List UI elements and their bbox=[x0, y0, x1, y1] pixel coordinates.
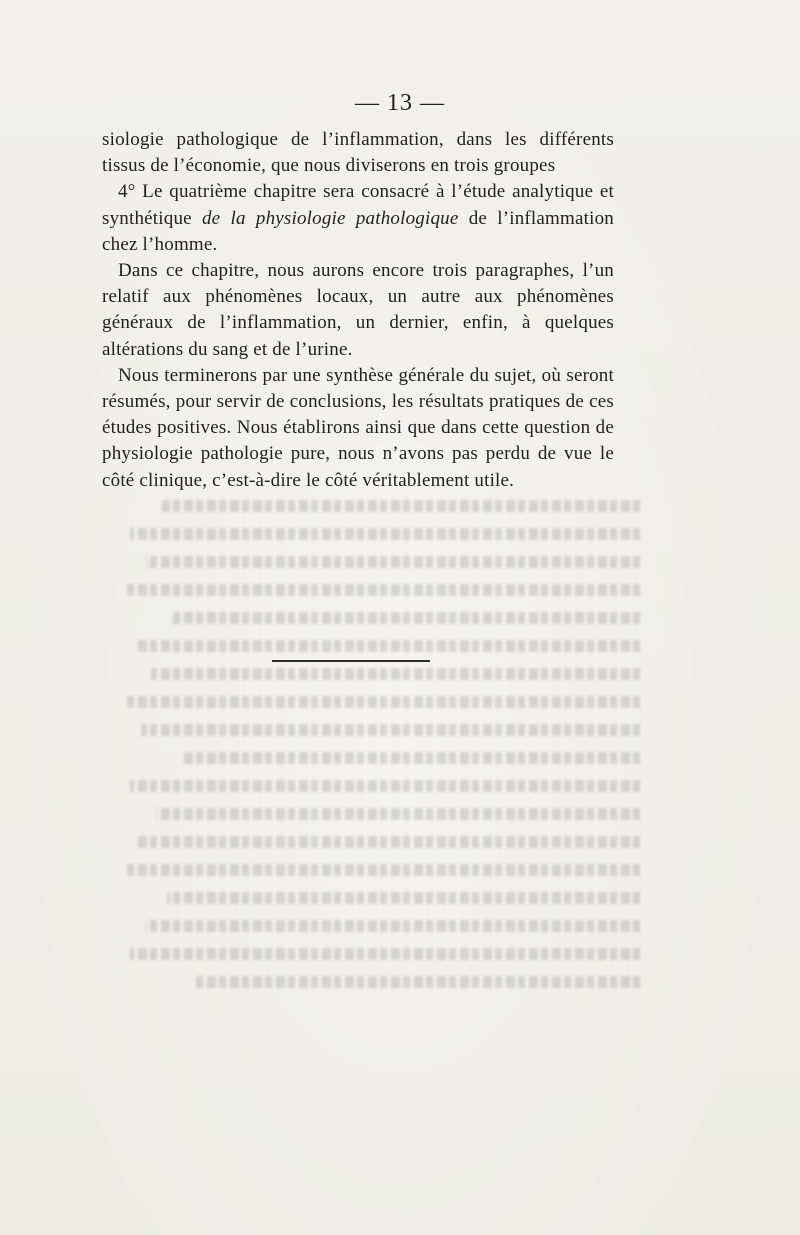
paragraph-3: Dans ce chapitre, nous aurons encore trois paragraphes, l’un relatif aux phénomènes locaux, un autre aux phénomènes généraux de l’inflammation, un dernier, enfin, à quelques altérations du sang et de l’urine. bbox=[102, 260, 614, 360]
paragraph-1: siologie pathologique de l’inflammation, dans les différents tissus de l’économie, que nous diviserons en trois groupes bbox=[102, 129, 614, 177]
body-text bbox=[102, 127, 614, 494]
paragraph-2 bbox=[102, 179, 614, 258]
section-divider bbox=[272, 660, 430, 662]
paragraph-4: Nous terminerons par une synthèse générale du sujet, où seront résumés, pour servir de conclusions, les résultats pratiques de ces études positives. Nous établirons ainsi que dans cette question de physiologie pathologie pure, nous n’avons pas perdu de vue le côté clinique, c’est-à-dire le côté véritablement utile. bbox=[102, 364, 614, 491]
paragraph-2-end: de l’inflammation chez l’homme. bbox=[102, 207, 614, 255]
page-number: — 13 — bbox=[355, 90, 445, 116]
show-through-text bbox=[120, 500, 640, 1020]
paragraph-2-start: 4° Le quatrième chapitre sera consacré à l’étude analytique et synthétique bbox=[102, 181, 614, 229]
paragraph-2-italic: de la physiologie pathologique bbox=[201, 207, 459, 229]
